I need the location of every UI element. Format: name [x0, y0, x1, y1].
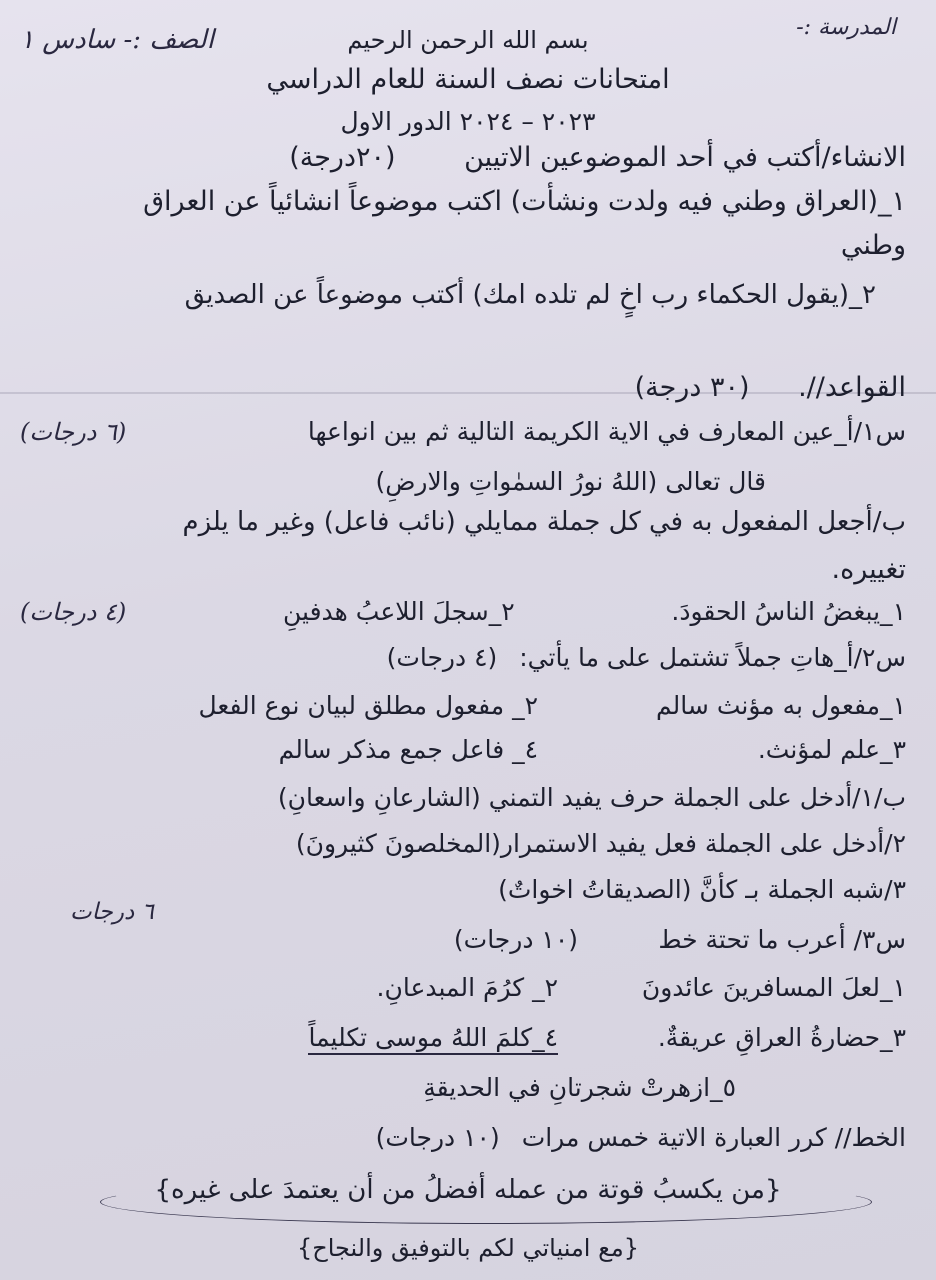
essay-topic-2: ٢_(يقول الحكماء رب اخٍ لم تلده امك) أكتب موضوعاً عن الصديق: [184, 280, 876, 310]
q2a-text: س٢/أ_هاتِ جملاً تشتمل على ما يأتي:: [519, 643, 906, 672]
essay-topic-1: ١_(العراق وطني فيه ولدت ونشأت) اكتب موضوعاً انشائياً عن العراق: [143, 186, 906, 217]
q3-item-2: ٢_ كرُمَ المبدعانِ.: [376, 973, 559, 1002]
grammar-heading-row: [20, 368, 906, 408]
q1b-item-1: ١_يبغضُ الناسُ الحقودَ.: [671, 597, 906, 626]
q1a-row: [20, 412, 906, 452]
grammar-heading: القواعد//.: [798, 372, 906, 403]
q2a-items-row-1: [20, 686, 906, 726]
essay-topic-1-cont: وطني: [840, 230, 906, 261]
q2a-marks: (٤ درجات): [386, 643, 498, 672]
q2a-item-1: ١_مفعول به مؤنث سالم: [656, 691, 906, 720]
q1b-text: ب/أجعل المفعول به في كل جملة ممايلي (نائب فاعل) وغير ما يلزم: [182, 507, 906, 537]
q2b-marks: ٦ درجات: [70, 899, 154, 925]
handwriting-marks: (١٠ درجات): [375, 1123, 500, 1152]
q1b-items-row: [20, 592, 906, 632]
closing-wishes: {مع امنياتي لكم بالتوفيق والنجاح}: [296, 1234, 639, 1262]
grade-label: الصف :- سادس ١: [20, 25, 214, 55]
q2a-items-row-2: [20, 730, 906, 770]
handwriting-phrase: {من يكسبُ قوتة من عمله أفضلُ من أن يعتمدَ على غيره}: [154, 1175, 782, 1205]
basmala: بسم الله الرحمن الرحيم: [347, 26, 589, 54]
handwriting-heading: الخط// كرر العبارة الاتية خمس مرات: [521, 1123, 906, 1152]
exam-year: ٢٠٢٣ – ٢٠٢٤ الدور الاول: [340, 107, 596, 136]
essay-heading-row: [20, 138, 906, 178]
essay-marks: (٢٠درجة): [289, 142, 396, 173]
q3-item-4: ٤_كلمَ اللهُ موسى تكليماً: [308, 1023, 558, 1055]
q1b-marks: (٤ درجات): [20, 598, 127, 626]
q3-text: س٣/ أعرب ما تحتة خط: [658, 925, 906, 954]
q2b-item-2: ٢/أدخل على الجملة فعل يفيد الاستمرار(المخلصونَ كثيرونَ): [295, 829, 906, 858]
handwriting-heading-row: [20, 1118, 906, 1158]
q2a-row: [20, 638, 906, 678]
q2b-item-1: ب/١/أدخل على الجملة حرف يفيد التمني (الشارعانِ واسعانِ): [277, 783, 906, 812]
q3-row: [20, 920, 906, 960]
grammar-marks: (٣٠ درجة): [634, 372, 750, 403]
q1a-text: س١/أ_عين المعارف في الاية الكريمة التالية ثم بين انواعها: [307, 417, 906, 446]
q2a-item-2: ٢_ مفعول مطلق لبيان نوع الفعل: [198, 691, 539, 720]
q1b-cont: تغييره.: [831, 554, 906, 585]
essay-heading: الانشاء/أكتب في أحد الموضوعين الاتيين: [464, 142, 906, 173]
q3-item-3: ٣_حضارةُ العراقِ عريقةٌ.: [657, 1023, 906, 1052]
q2a-item-4: ٤_ فاعل جمع مذكر سالم: [278, 735, 539, 764]
school-label: المدرسة :-: [796, 15, 896, 40]
q3-items-row-1: [20, 968, 906, 1008]
q3-item-1: ١_لعلَ المسافرينَ عائدونَ: [641, 973, 906, 1002]
q2b-item-3: ٣/شبه الجملة بـ كأنَّ (الصديقاتُ اخواتٌ): [498, 875, 906, 904]
q1b-item-2: ٢_سجلَ اللاعبُ هدفينِ: [283, 597, 515, 626]
q2a-item-3: ٣_علم لمؤنث.: [757, 735, 906, 764]
q3-marks: (١٠ درجات): [453, 925, 579, 954]
q3-item-5: ٥_ازهرتْ شجرتانِ في الحديقةِ: [423, 1073, 736, 1102]
exam-title: امتحانات نصف السنة للعام الدراسي: [266, 64, 670, 95]
q1a-verse: قال تعالى (اللهُ نورُ السمٰواتِ والارضِ): [375, 467, 766, 496]
q3-items-row-2: [20, 1018, 906, 1058]
q1a-marks: (٦ درجات): [20, 418, 127, 446]
